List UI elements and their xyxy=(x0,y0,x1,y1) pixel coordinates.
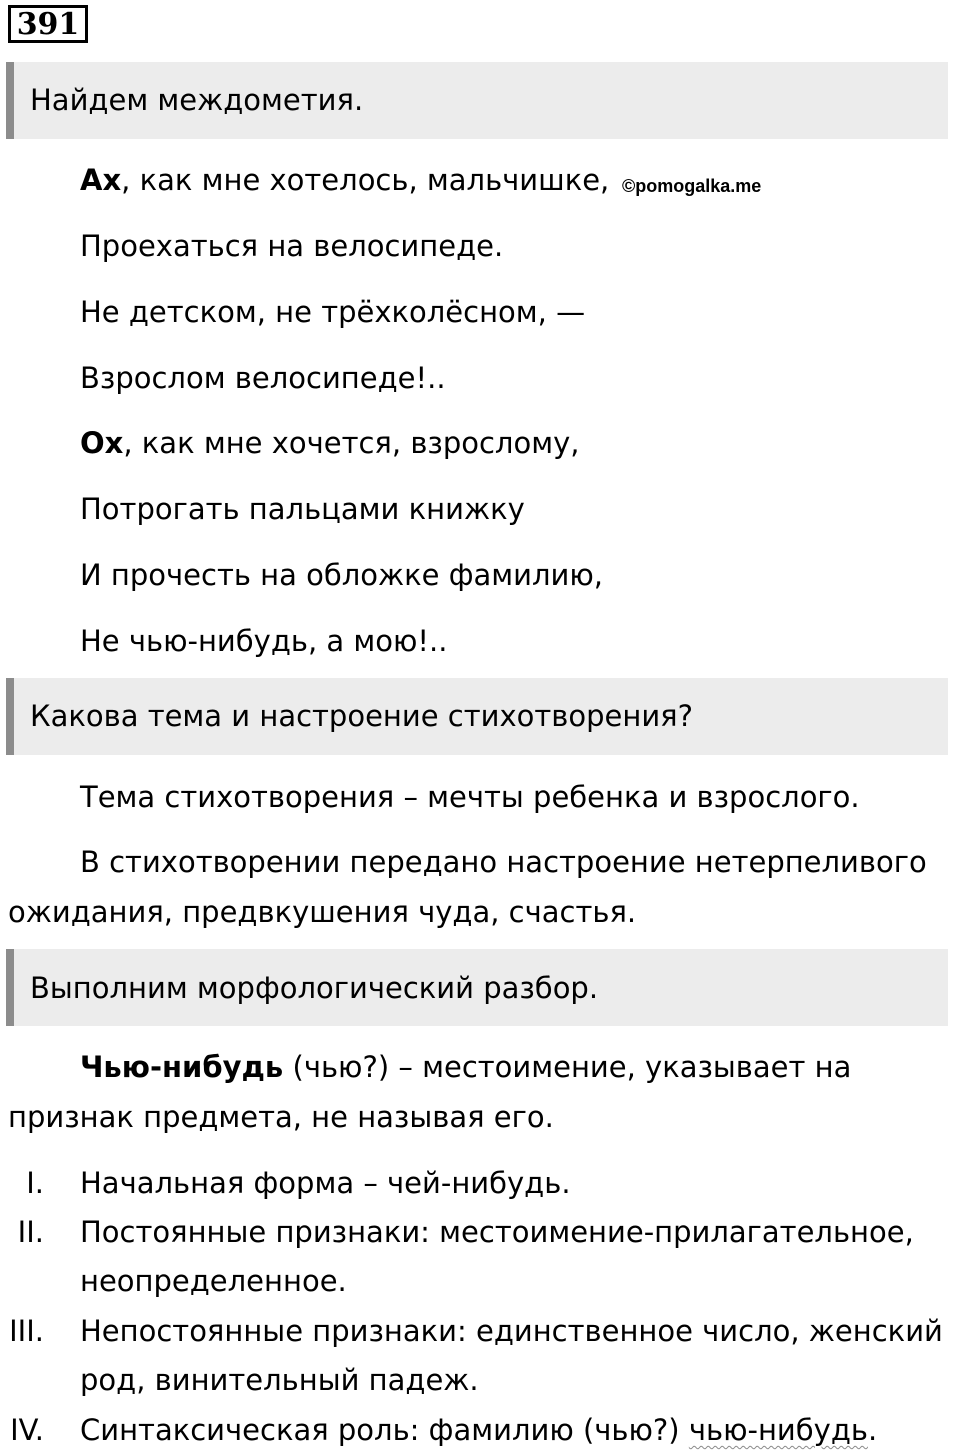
heading-theme: Какова тема и настроение стихотворения? xyxy=(30,699,694,733)
exercise-number: 391 xyxy=(8,5,88,43)
syntactic-word: чью-нибудь xyxy=(688,1413,868,1447)
list-number-3: III. xyxy=(9,1314,44,1348)
heading-morph: Выполним морфологический разбор. xyxy=(30,971,599,1005)
list-item-1: Начальная форма – чей-нибудь. xyxy=(80,1166,571,1200)
theme-paragraph-2-line-2: ожидания, предвкушения чуда, счастья. xyxy=(8,895,637,929)
list-item-3-line-1: Непостоянные признаки: единственное число, женский xyxy=(80,1314,943,1348)
morph-intro-line-2: признак предмета, не называя его. xyxy=(8,1100,554,1134)
heading-band-morph xyxy=(6,949,948,1026)
list-item-4-post: . xyxy=(867,1413,878,1447)
poem-line-2: Проехаться на велосипеде. xyxy=(80,229,504,263)
list-item-3-line-2: род, винительный падеж. xyxy=(80,1363,479,1397)
morph-intro-line-1 xyxy=(80,1050,851,1084)
list-number-4: IV. xyxy=(10,1413,44,1447)
theme-paragraph-2-line-1: В стихотворении передано настроение нетерпеливого xyxy=(80,845,927,879)
list-number-2: II. xyxy=(17,1215,44,1249)
heading-band-interjections xyxy=(6,62,948,139)
poem-line-5-rest: , как мне хочется, взрослому, xyxy=(123,426,580,460)
poem-line-3: Не детском, не трёхколёсном, — xyxy=(80,295,586,329)
poem-line-7: И прочесть на обложке фамилию, xyxy=(80,558,604,592)
list-item-4-pre: Синтаксическая роль: фамилию (чью?) xyxy=(80,1413,689,1447)
poem-line-5 xyxy=(80,426,579,460)
watermark: ©pomogalka.me xyxy=(622,176,762,196)
interjection-oh: Ох xyxy=(80,426,124,460)
interjection-ah: Ах xyxy=(80,163,122,197)
list-item-2-line-2: неопределенное. xyxy=(80,1264,347,1298)
list-item-4 xyxy=(80,1413,877,1447)
list-item-2-line-1: Постоянные признаки: местоимение-прилагательное, xyxy=(80,1215,914,1249)
heading-interjections: Найдем междометия. xyxy=(30,83,364,117)
theme-paragraph-1: Тема стихотворения – мечты ребенка и взрослого. xyxy=(80,780,860,814)
poem-line-6: Потрогать пальцами книжку xyxy=(80,492,525,526)
poem-line-8: Не чью-нибудь, а мою!.. xyxy=(80,624,448,658)
poem-line-1 xyxy=(80,163,609,197)
heading-band-theme xyxy=(6,678,948,755)
poem-line-4: Взрослом велосипеде!.. xyxy=(80,361,446,395)
morph-intro-rest: (чью?) – местоимение, указывает на xyxy=(283,1050,852,1084)
list-number-1: I. xyxy=(26,1166,44,1200)
poem-line-1-rest: , как мне хотелось, мальчишке, xyxy=(121,163,610,197)
morph-word: Чью-нибудь xyxy=(80,1050,284,1084)
